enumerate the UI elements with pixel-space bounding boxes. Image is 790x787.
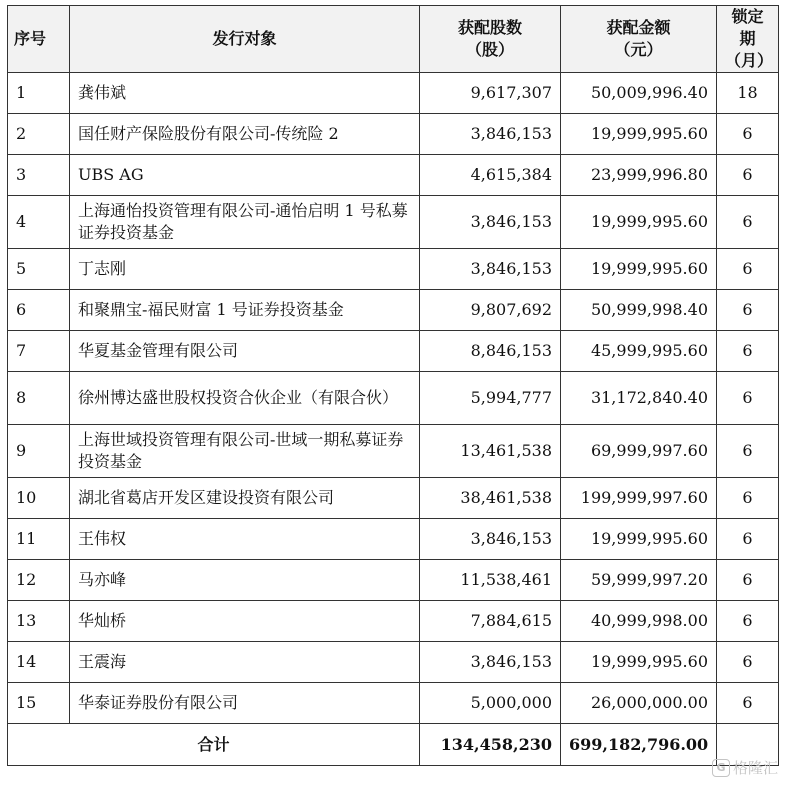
header-investor: 发行对象 <box>70 6 420 73</box>
row-lock: 18 <box>717 73 779 114</box>
row-investor: 华灿桥 <box>70 601 420 642</box>
row-shares: 3,846,153 <box>420 249 561 290</box>
row-lock: 6 <box>717 601 779 642</box>
row-index: 10 <box>8 478 70 519</box>
table-row <box>8 642 779 683</box>
row-index: 9 <box>8 425 70 478</box>
row-amount: 19,999,995.60 <box>561 196 717 249</box>
row-investor: 马亦峰 <box>70 560 420 601</box>
row-investor: 华泰证券股份有限公司 <box>70 683 420 724</box>
total-lock-empty <box>717 724 779 766</box>
table-row <box>8 155 779 196</box>
row-shares: 3,846,153 <box>420 642 561 683</box>
row-index: 14 <box>8 642 70 683</box>
row-investor: 王震海 <box>70 642 420 683</box>
row-amount: 45,999,995.60 <box>561 331 717 372</box>
row-index: 1 <box>8 73 70 114</box>
row-index: 13 <box>8 601 70 642</box>
row-lock: 6 <box>717 331 779 372</box>
row-shares: 5,000,000 <box>420 683 561 724</box>
row-lock: 6 <box>717 683 779 724</box>
header-amount-unit: （元） <box>614 40 663 59</box>
table-row <box>8 73 779 114</box>
header-lock-unit: （月） <box>725 51 774 70</box>
watermark-logo-icon: G <box>712 759 730 777</box>
row-index: 7 <box>8 331 70 372</box>
table-row <box>8 290 779 331</box>
row-lock: 6 <box>717 114 779 155</box>
table-row <box>8 560 779 601</box>
total-label: 合计 <box>8 724 420 766</box>
row-shares: 38,461,538 <box>420 478 561 519</box>
header-shares <box>420 6 561 73</box>
watermark-text: 格隆汇 <box>733 759 779 777</box>
row-index: 5 <box>8 249 70 290</box>
total-row <box>8 724 779 766</box>
row-shares: 4,615,384 <box>420 155 561 196</box>
table-row <box>8 372 779 425</box>
row-shares: 11,538,461 <box>420 560 561 601</box>
table-body <box>8 73 779 766</box>
row-amount: 40,999,998.00 <box>561 601 717 642</box>
table-header <box>8 6 779 73</box>
row-investor: 华夏基金管理有限公司 <box>70 331 420 372</box>
row-amount: 50,999,998.40 <box>561 290 717 331</box>
row-investor: 湖北省葛店开发区建设投资有限公司 <box>70 478 420 519</box>
row-lock: 6 <box>717 196 779 249</box>
row-amount: 19,999,995.60 <box>561 114 717 155</box>
row-amount: 31,172,840.40 <box>561 372 717 425</box>
table-row <box>8 425 779 478</box>
row-investor: 王伟权 <box>70 519 420 560</box>
row-lock: 6 <box>717 290 779 331</box>
row-lock: 6 <box>717 425 779 478</box>
table-row <box>8 249 779 290</box>
table-row <box>8 683 779 724</box>
row-amount: 23,999,996.80 <box>561 155 717 196</box>
row-amount: 69,999,997.60 <box>561 425 717 478</box>
row-shares: 3,846,153 <box>420 114 561 155</box>
row-shares: 9,617,307 <box>420 73 561 114</box>
row-lock: 6 <box>717 249 779 290</box>
table-row <box>8 331 779 372</box>
row-investor: 上海世域投资管理有限公司-世域一期私募证券投资基金 <box>70 425 420 478</box>
row-index: 3 <box>8 155 70 196</box>
row-investor: 国任财产保险股份有限公司-传统险 2 <box>70 114 420 155</box>
table-row <box>8 114 779 155</box>
row-shares: 8,846,153 <box>420 331 561 372</box>
row-index: 11 <box>8 519 70 560</box>
row-amount: 26,000,000.00 <box>561 683 717 724</box>
table-row <box>8 519 779 560</box>
row-investor: 和聚鼎宝-福民财富 1 号证券投资基金 <box>70 290 420 331</box>
row-index: 12 <box>8 560 70 601</box>
allocation-table <box>7 5 779 766</box>
row-index: 6 <box>8 290 70 331</box>
row-amount: 50,009,996.40 <box>561 73 717 114</box>
row-shares: 13,461,538 <box>420 425 561 478</box>
row-investor: 上海通怡投资管理有限公司-通怡启明 1 号私募证券投资基金 <box>70 196 420 249</box>
row-investor: 徐州博达盛世股权投资合伙企业（有限合伙） <box>70 372 420 425</box>
header-amount-title: 获配金额 <box>606 18 671 37</box>
row-lock: 6 <box>717 155 779 196</box>
row-lock: 6 <box>717 519 779 560</box>
header-amount <box>561 6 717 73</box>
row-shares: 7,884,615 <box>420 601 561 642</box>
header-lock-title: 锁定期 <box>731 7 764 48</box>
header-row <box>8 6 779 73</box>
row-amount: 19,999,995.60 <box>561 642 717 683</box>
row-index: 8 <box>8 372 70 425</box>
total-amount: 699,182,796.00 <box>561 724 717 766</box>
row-investor: 丁志刚 <box>70 249 420 290</box>
row-amount: 19,999,995.60 <box>561 519 717 560</box>
header-shares-unit: （股） <box>465 40 514 59</box>
row-amount: 199,999,997.60 <box>561 478 717 519</box>
table-row <box>8 478 779 519</box>
row-amount: 59,999,997.20 <box>561 560 717 601</box>
row-investor: UBS AG <box>70 155 420 196</box>
header-shares-title: 获配股数 <box>457 18 522 37</box>
row-amount: 19,999,995.60 <box>561 249 717 290</box>
row-shares: 9,807,692 <box>420 290 561 331</box>
total-shares: 134,458,230 <box>420 724 561 766</box>
table-row <box>8 601 779 642</box>
header-lock <box>717 6 779 73</box>
table-row <box>8 196 779 249</box>
header-index: 序号 <box>8 6 70 73</box>
row-shares: 3,846,153 <box>420 196 561 249</box>
row-shares: 3,846,153 <box>420 519 561 560</box>
row-index: 2 <box>8 114 70 155</box>
row-index: 15 <box>8 683 70 724</box>
row-lock: 6 <box>717 372 779 425</box>
row-lock: 6 <box>717 642 779 683</box>
row-investor: 龚伟斌 <box>70 73 420 114</box>
row-shares: 5,994,777 <box>420 372 561 425</box>
row-index: 4 <box>8 196 70 249</box>
row-lock: 6 <box>717 560 779 601</box>
row-lock: 6 <box>717 478 779 519</box>
